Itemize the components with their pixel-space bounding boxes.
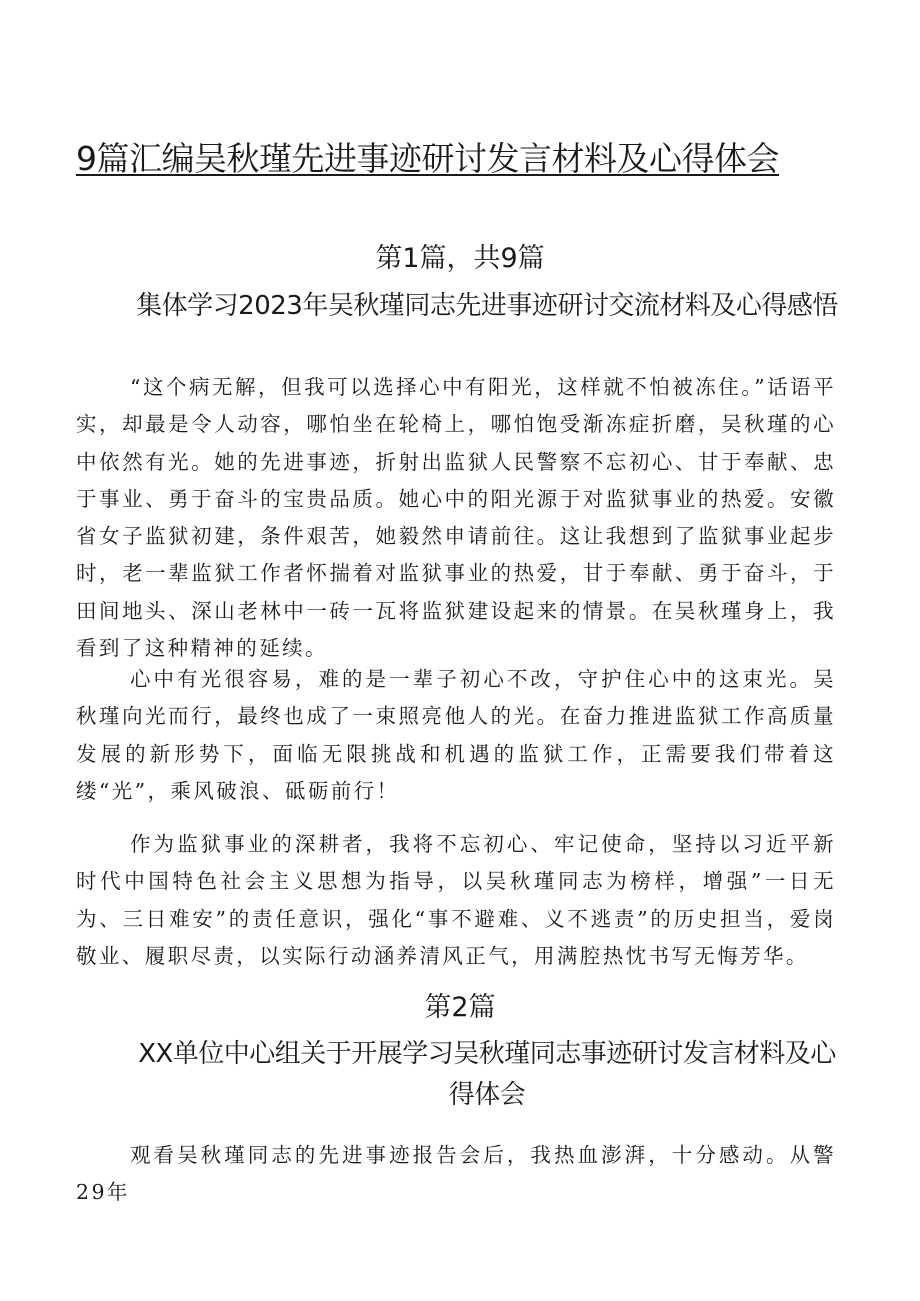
document-title: 9篇汇编吴秋瑾先进事迹研讨发言材料及心得体会 [76, 139, 779, 178]
section-1-label: 第1篇，共9篇 [375, 243, 545, 274]
section-2-subtitle: XX单位中心组关于开展学习吴秋瑾同志事迹研讨发言材料及心得体会 [138, 1039, 836, 1110]
section-2-label: 第2篇 [424, 992, 496, 1023]
section-2-paragraph-1: 观看吴秋瑾同志的先进事迹报告会后，我热血澎湃，十分感动。从警29年 [76, 1143, 836, 1205]
section-1-paragraph-2: 心中有光很容易，难的是一辈子初心不改，守护住心中的这束光。吴秋瑾向光而行，最终也成了一束照亮他人的光。在奋力推进监狱工作高质量发展的新形势下，面临无限挑战和机遇的监狱工作，正需要我们带着这缕“光”，乘风破浪、砥砺前行！ [76, 667, 836, 803]
section-1-paragraph-3: 作为监狱事业的深耕者，我将不忘初心、牢记使命，坚持以习近平新时代中国特色社会主义思想为指导，以吴秋瑾同志为榜样，增强”一日无为、三日难安”的责任意识，强化“事不避难、义不逃责”的历史担当，爱岗敬业、履职尽责，以实际行动涵养清风正气，用满腔热忱书写无悔芳华。 [76, 832, 836, 968]
section-1-paragraph-1: “这个病无解，但我可以选择心中有阳光，这样就不怕被冻住。”话语平实，却最是令人动容，哪怕坐在轮椅上，哪怕饱受渐冻症折磨，吴秋瑾的心中依然有光。她的先进事迹，折射出监狱人民警察不忘初心、甘于奉献、忠于事业、勇于奋斗的宝贵品质。她心中的阳光源于对监狱事业的热爱。安徽省女子监狱初建，条件艰苦，她毅然申请前往。这让我想到了监狱事业起步时，老一辈监狱工作者怀揣着对监狱事业的热爱，甘于奉献、勇于奋斗，于田间地头、深山老林中一砖一瓦将监狱建设起来的情景。在吴秋瑾身上，我看到了这种精神的延续。 [76, 375, 836, 661]
section-1-subtitle: 集体学习2023年吴秋瑾同志先进事迹研讨交流材料及心得感悟 [136, 291, 838, 321]
